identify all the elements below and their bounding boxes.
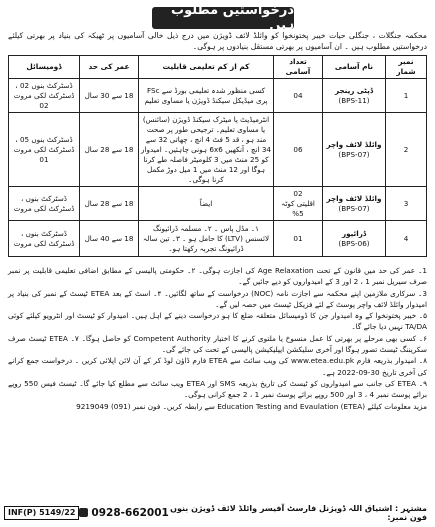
- term-paragraph: ۸۔ امیدوار بذریعہ فارم www.etea.edu.pk کی ویب سائٹ سے ETEA فارم ڈاؤن لوڈ کر کے آن لائن اپلائی کریں ۔ درخواست جمع کرانے کی آخری تاریخ 30-09-2022 ہے۔: [8, 356, 427, 377]
- row-post: [323, 187, 386, 221]
- vacancy-table: [8, 55, 427, 257]
- post-bps: (BPS-11): [338, 95, 370, 105]
- row-age: 18 سے 40 سال: [80, 221, 139, 257]
- row-domicile: ڈسٹرکٹ بنوں ، ڈسٹرکٹ لکی مروت: [9, 221, 80, 257]
- row-serial: 3: [386, 187, 427, 221]
- row-post: [323, 113, 386, 187]
- reference-number: INF(P) 5149/22: [4, 506, 79, 520]
- table-row: [9, 187, 427, 221]
- row-serial: 1: [386, 79, 427, 113]
- phone-number: 0928-662001: [91, 506, 169, 519]
- term-paragraph: 1۔ عمر کی حد میں قانون کے تحت Age Relaxation کی اجازت ہوگی۔ ۲۔ حکومتی پالیسی کے مطابق اضافی تعلیمی قابلیت پر نمبر صرف سیریل نمبر 1 ، 2 اور 3 کے امیدواروں کو دیے جائیں گے۔: [8, 266, 427, 287]
- row-qualification: انٹرمیڈیٹ یا میٹرک سیکنڈ ڈویژن (سائنس) یا مساوی تعلیم۔ ترجیحی طور پر صحت مند ہو ، قد 5 فٹ 4 انچ ، چھاتی 32 سے 34 انچ ، آنکھیں 6x6 ہونی چاہئیں۔ امیدوار کو 25 منٹ میں 3 کلومیٹر فاصلہ طے کرنا ہوگا اور 12 منٹ میں 1 میل دوڑ مکمل کرنا ہوگی۔: [139, 113, 274, 187]
- row-age: 18 سے 28 سال: [80, 187, 139, 221]
- terms-and-conditions: [8, 265, 427, 412]
- term-paragraph: ۹۔ ETEA کی جانب سے امیدواروں کو ٹیسٹ کی تاریخ بذریعہ SMS اور ETEA ویب سائٹ سے مطلع کیا جائے گا۔ ٹیسٹ فیس 550 روپے برائے پوسٹ نمبر 4 ، 3 اور 500 روپے برائے پوسٹ نمبر 1 ، 2 جمع کرانی ہوگی۔: [8, 378, 428, 400]
- header-serial: نمبر شمار: [386, 56, 427, 79]
- term-paragraph: ۵۔ خیبر پختونخوا کے وہ امیدوار جن کا ڈومیسائل متعلقہ ضلع کا ہو درخواست دینے کے اہل ہیں۔ امیدوار کو ٹیسٹ اور انٹرویو کیلئے کوئی TA/DA نہیں دیا جائے گا۔: [8, 311, 427, 332]
- row-qualification: ۱۔ مڈل پاس ۔ ۲۔ مسلمہ ڈرائیونگ لائسنس (LTV) کا حامل ہو ۔ ۳۔ تین سالہ ڈرائیونگ تجربہ رکھتا ہو۔: [139, 221, 274, 257]
- table-header-row: [9, 56, 427, 79]
- intro-paragraph: محکمہ جنگلات ، جنگلی حیات خیبر پختونخوا کو وائلڈ لائف ڈویژن میں درج ذیل خالی آسامیوں پر ٹھیکہ کی بنیاد پر بھرتی کیلئے درخواستیں مطلوب ہیں ۔ ان آسامیوں پر بھرتی مستقل بنیادوں پر ہوگی۔: [8, 31, 427, 51]
- row-count: 01: [274, 221, 323, 257]
- header-domicile: ڈومیسائل: [9, 56, 80, 79]
- advertiser-signature: مشتہر : اشتیاق اللہ ڈویژنل فارسٹ آفیسر وائلڈ لائف ڈویژن بنوں فون نمبر:: [170, 503, 427, 522]
- post-name: وائلڈ لائف واچر: [326, 139, 382, 149]
- term-paragraph: مزید معلومات کیلئے Education Testing and Evaulation (ETEA) سے رابطہ کریں۔ فون نمبر (091) 9219049: [76, 401, 427, 411]
- phone-icon: [79, 508, 88, 517]
- count-value: 02: [293, 188, 303, 198]
- header-post: نام آسامی: [323, 56, 386, 79]
- page-title: درخواستیں مطلوب ہیں: [171, 3, 294, 33]
- post-name: وائلڈ لائف واچر: [326, 193, 382, 203]
- row-serial: 2: [386, 113, 427, 187]
- header-qualification: کم از کم تعلیمی قابلیت: [139, 56, 274, 79]
- row-age: 18 سے 30 سال: [80, 79, 139, 113]
- term-paragraph: ۶۔ کسی بھی مرحلے پر بھرتی کا عمل منسوخ یا ملتوی کرنے کا اختیار Competent Authority کو حاصل ہوگا۔ ۷۔ ETEA ٹیسٹ صرف سکریننگ ٹیسٹ تصور ہوگا اور آخری سلیکشن ایپلیکیشن پالیسی کے تحت کی جائے گی۔: [8, 333, 427, 355]
- row-qualification: ایضاً: [139, 187, 274, 221]
- row-domicile: ڈسٹرکٹ بنوں 05 ، ڈسٹرکٹ لکی مروت 01: [9, 113, 80, 187]
- post-bps: (BPS-07): [338, 203, 370, 213]
- row-count: 04: [274, 79, 323, 113]
- header-count: تعداد آسامی: [274, 56, 323, 79]
- header-age: عمر کی حد: [80, 56, 139, 79]
- post-name: ڈرائیور: [341, 228, 367, 238]
- row-count: [274, 187, 323, 221]
- row-age: 18 سے 28 سال: [80, 113, 139, 187]
- title-banner: [152, 3, 294, 33]
- phone-number-wrap: [79, 507, 168, 519]
- row-domicile: ڈسٹرکٹ بنوں ، ڈسٹرکٹ لکی مروت: [9, 187, 80, 221]
- row-post: [323, 79, 386, 113]
- row-post: [323, 221, 386, 257]
- row-serial: 4: [386, 221, 427, 257]
- minority-quota: اقلیتی کوٹہ 5%: [281, 198, 315, 218]
- row-count: 06: [274, 113, 323, 187]
- table-row: [9, 79, 427, 113]
- table-row: [9, 221, 427, 257]
- advertisement-page: [4, 3, 431, 521]
- post-name: ڈپٹی رینجر: [334, 85, 374, 95]
- table-row: [9, 113, 427, 187]
- post-bps: (BPS-06): [338, 238, 370, 248]
- term-paragraph: 3۔ سرکاری ملازمین اپنے محکمہ سے اجازت نامہ (NOC) درخواست کے ساتھ لگائیں۔ ۴۔ اسٹ کے بعد ETEA ٹیسٹ کے نمبر کی بنیاد پر امیدوار وائلڈ لائف واچر پوسٹ کے لئے فزیکل ٹیسٹ میں حصہ لیں گے۔: [8, 288, 427, 309]
- row-qualification: کسی منظور شدہ تعلیمی بورڈ سے FSc پری میڈیکل سیکنڈ ڈویژن یا مساوی تعلیم: [139, 79, 274, 113]
- post-bps: (BPS-07): [338, 149, 370, 159]
- footer: [4, 505, 431, 520]
- row-domicile: ڈسٹرکٹ بنوں 02 ، ڈسٹرکٹ لکی مروت 02: [9, 79, 80, 113]
